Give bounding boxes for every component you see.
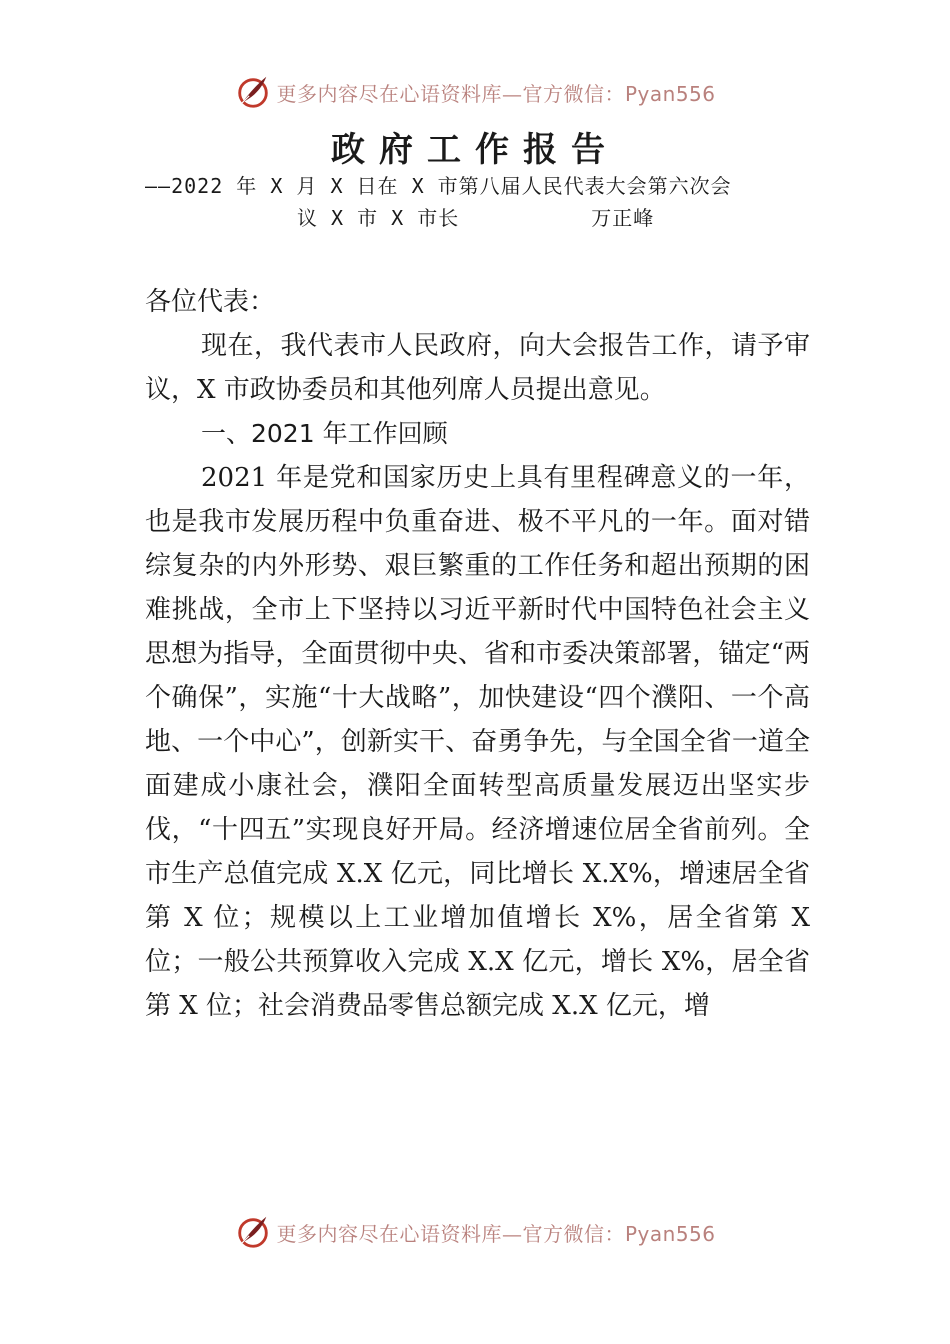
- banner-text-cn: 更多内容尽在心语资料库—官方微信：: [276, 81, 625, 106]
- header-banner: [0, 72, 950, 112]
- intro-paragraph: 现在，我代表市人民政府，向大会报告工作，请予审议，X 市政协委员和其他列席人员提出意见。: [145, 331, 810, 405]
- document-subtitle: [145, 170, 810, 234]
- subtitle-speaker-role: 议 X 市 X 市长: [297, 206, 460, 230]
- banner-text: [276, 1218, 715, 1247]
- subtitle-line-1: ——2022 年 X 月 X 日在 X 市第八届人民代表大会第六次会: [145, 174, 732, 198]
- body-paragraph-1: 2021 年是党和国家历史上具有里程碑意义的一年，也是我市发展历程中负重奋进、极不平凡的一年。面对错综复杂的内外形势、艰巨繁重的工作任务和超出预期的困难挑战，全市上下坚持以习近平新时代中国特色社会主义思想为指导，全面贯彻中央、省和市委决策部署，锚定“两个确保”，实施“十大战略”，加快建设“四个濮阳、一个高地、一个中心”，创新实干、奋勇争先，与全国全省一道全面建成小康社会，濮阳全面转型高质量发展迈出坚实步伐，“十四五”实现良好开局。经济增速位居全省前列。全市生产总值完成 X.X 亿元，同比增长 X.X%，增速居全省第 X 位；规模以上工业增加值增长 X%，居全省第 X 位；一般公共预算收入完成 X.X 亿元，增长 X%，居全省第 X 位；社会消费品零售总额完成 X.X 亿元，增: [145, 463, 810, 1021]
- section-heading: 一、2021 年工作回顾: [201, 419, 448, 448]
- document-title: 政府工作报告: [331, 130, 619, 170]
- subtitle-line-2: [145, 202, 810, 234]
- quill-pen-circle-icon: [234, 1213, 272, 1251]
- footer-banner: [0, 1212, 950, 1252]
- document-body: [145, 280, 810, 1028]
- quill-pen-circle-icon: [234, 73, 272, 111]
- subtitle-speaker-name: 万正峰: [591, 206, 655, 230]
- banner-text-cn: 更多内容尽在心语资料库—官方微信：: [276, 1221, 625, 1246]
- banner-wechat-id: Pyan556: [624, 1221, 716, 1246]
- banner-text: [276, 78, 715, 107]
- banner-wechat-id: Pyan556: [624, 81, 716, 106]
- salutation: 各位代表：: [145, 287, 276, 317]
